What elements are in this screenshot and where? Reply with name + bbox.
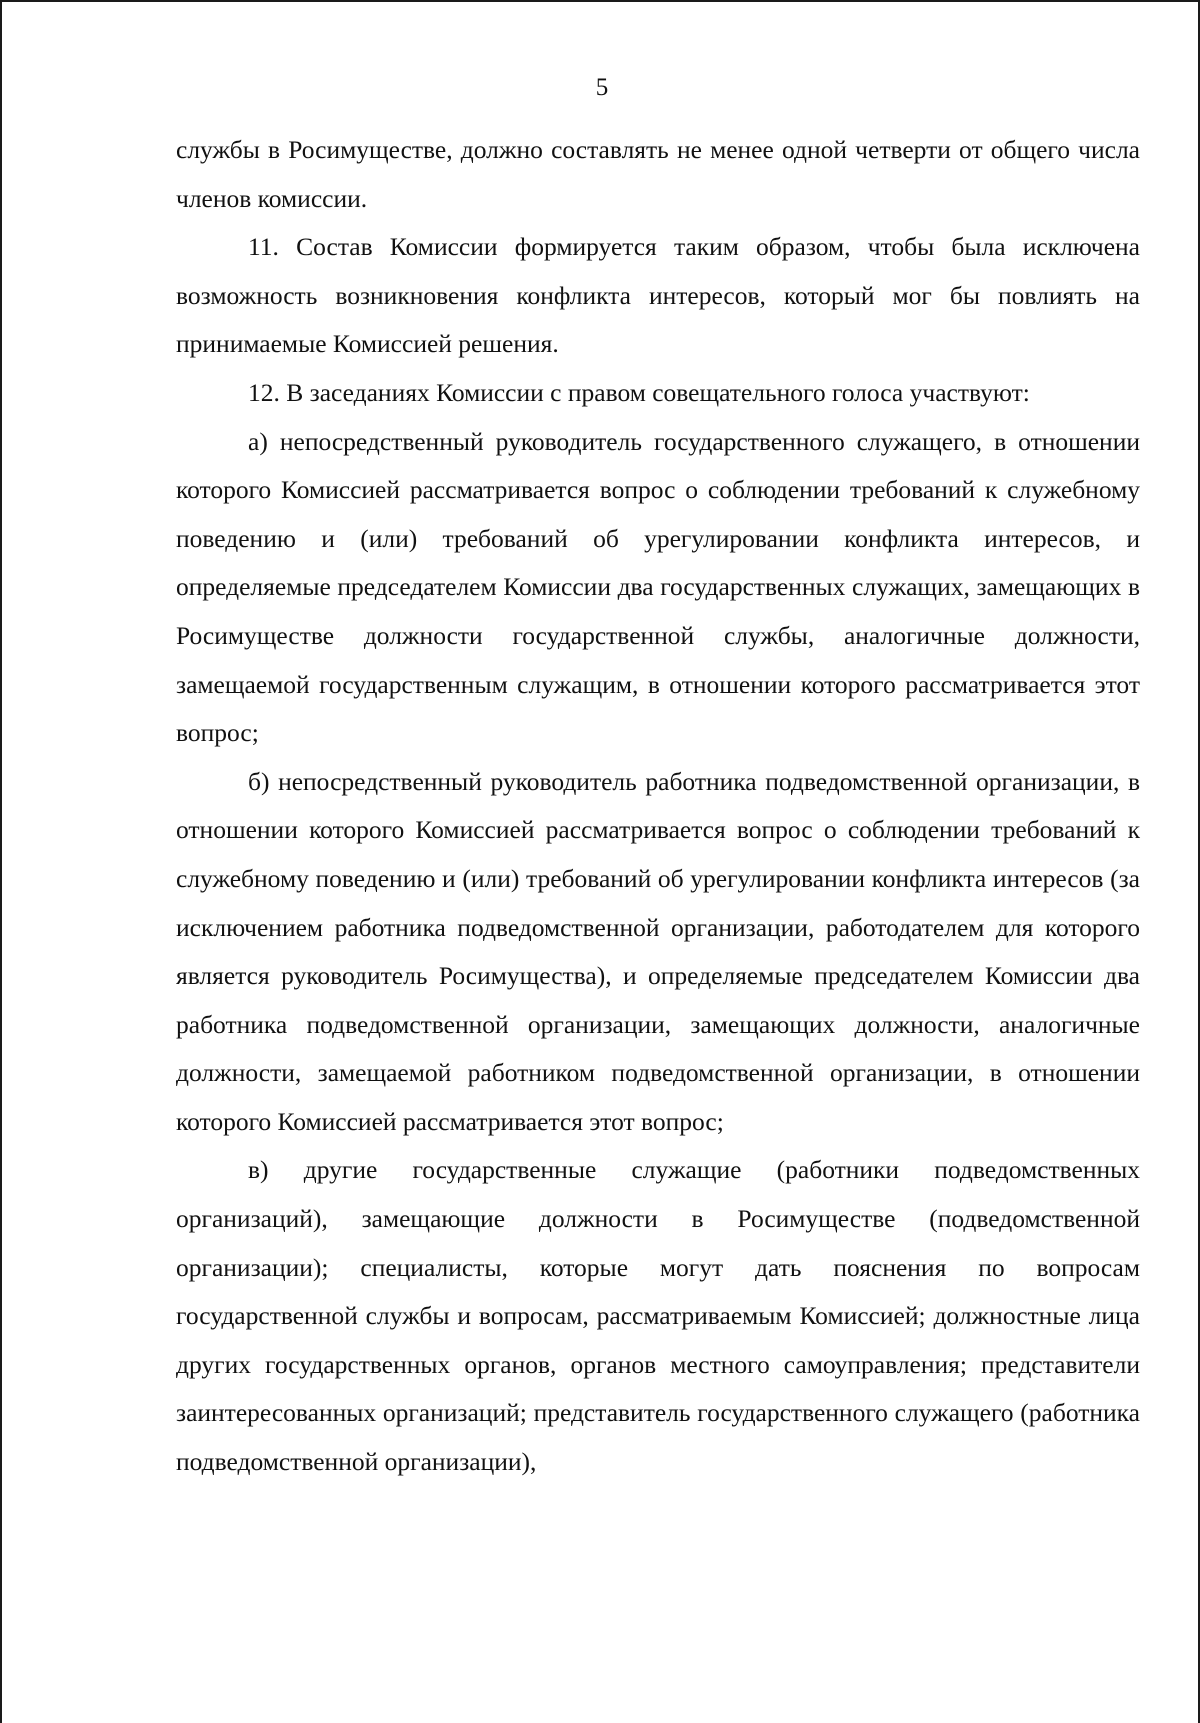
document-body [176,126,1140,1487]
paragraph-item-11: 11. Состав Комиссии формируется таким образом, чтобы была исключена возможность возникновения конфликта интересов, который мог бы повлиять на принимаемые Комиссией решения. [176,232,1140,359]
paragraph-continuation: службы в Росимуществе, должно составлять не менее одной четверти от общего числа членов комиссии. [176,135,1140,213]
paragraph-item-12v: в) другие государственные служащие (работники подведомственных организаций), замещающие должности в Росимуществе (подведомственной организации); специалисты, которые могут дать пояснения по вопросам государственной службы и вопросам, рассматриваемым Комиссией; должностные лица других государственных органов, органов местного самоуправления; представители заинтересованных организаций; представитель государственного служащего (работника подведомственной организации), [176,1155,1140,1477]
page-number: 5 [595,74,609,101]
paragraph-item-12b: б) непосредственный руководитель работника подведомственной организации, в отношении которого Комиссией рассматривается вопрос о соблюдении требований к служебному поведению и (или) требований об урегулировании конфликта интересов (за исключением работника подведомственной организации, работодателем для которого является руководитель Росимущества), и определяемые председателем Комиссии два работника подведомственной организации, замещающих должности, аналогичные должности, замещаемой работником подведомственной организации, в отношении которого Комиссией рассматривается этот вопрос; [176,766,1140,1136]
paragraph-item-12: 12. В заседаниях Комиссии с правом совещательного голоса участвуют: [248,377,1030,407]
paragraph-item-12a: а) непосредственный руководитель государственного служащего, в отношении которого Комиссией рассматривается вопрос о соблюдении требований к служебному поведению и (или) требований об урегулировании конфликта интересов, и определяемые председателем Комиссии два государственных служащих, замещающих в Росимуществе должности государственной службы, аналогичные должности, замещаемой государственным служащим, в отношении которого рассматривается этот вопрос; [176,426,1140,748]
